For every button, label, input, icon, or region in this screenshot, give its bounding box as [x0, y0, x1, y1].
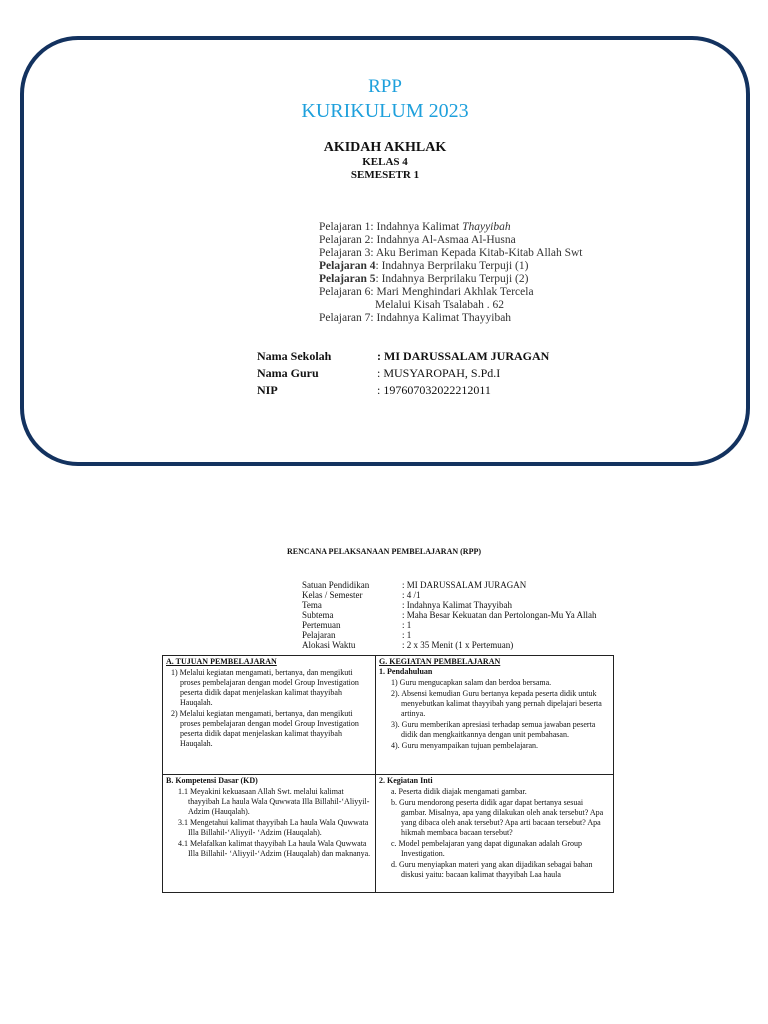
kd-cell	[163, 774, 375, 892]
lesson-item	[319, 221, 583, 234]
lesson-label: Pelajaran 1	[319, 221, 371, 233]
cover-title: RPP	[368, 76, 402, 97]
inti-heading: 2. Kegiatan Inti	[379, 776, 433, 785]
lesson-title: : Indahnya Berprilaku Terpuji (2)	[375, 273, 529, 285]
lesson-item	[319, 234, 583, 247]
kd-item: 3.1 Mengetahui kalimat thayyibah La haula Wala Quwwata Illa Billahil-‘Aliyyil- ‘Adzim (Hauqalah).	[178, 818, 369, 837]
identity-block	[257, 348, 549, 399]
teacher-row	[257, 365, 549, 382]
lesson-label: Pelajaran 5	[319, 273, 376, 285]
lesson-title: : Indahnya Al-Asmaa Al-Husna	[370, 234, 516, 246]
meta-value: : 4 /1	[402, 590, 421, 600]
meta-key: Pelajaran	[302, 630, 336, 640]
meta-row	[302, 600, 596, 610]
meta-value: : 1	[402, 630, 412, 640]
nip-label: NIP	[257, 383, 278, 397]
meta-key: Satuan Pendidikan	[302, 580, 370, 590]
cover-curriculum: KURIKULUM 2023	[301, 100, 469, 122]
meta-value: : Indahnya Kalimat Thayyibah	[402, 600, 513, 610]
cover-semester: SEMESETR 1	[350, 169, 420, 181]
pendahuluan-item: 1) Guru mengucapkan salam dan berdoa bersama.	[391, 678, 552, 687]
pendahuluan-item: 2). Absensi kemudian Guru bertanya kepada peserta didik untuk menyebutkan kalimat thayyibah yang pernah dipelajari beserta artinya.	[391, 689, 602, 718]
teacher-label: Nama Guru	[257, 366, 319, 380]
kegiatan-heading: G. KEGIATAN PEMBELAJARAN	[379, 657, 501, 666]
lesson-label: Pelajaran 7	[319, 312, 371, 324]
lesson-item	[319, 273, 583, 286]
meta-value: : 1	[402, 620, 412, 630]
lesson-title-italic: Thayyibah	[462, 221, 511, 233]
inti-item: c. Model pembelajaran yang dapat digunakan adalah Group Investigation.	[391, 839, 583, 858]
meta-row	[302, 590, 596, 600]
rpp-meta	[302, 580, 596, 650]
lesson-label: Pelajaran 3	[319, 247, 371, 259]
lesson-title: : Indahnya Berprilaku Terpuji (1)	[375, 260, 529, 272]
meta-row	[302, 610, 596, 620]
lesson-list	[319, 221, 583, 325]
nip-value: : 197607032022212011	[377, 383, 491, 397]
meta-row	[302, 580, 596, 590]
inti-item: a. Peserta didik diajak mengamati gambar.	[391, 787, 527, 796]
tujuan-heading: A. TUJUAN PEMBELAJARAN	[166, 657, 277, 666]
lesson-title: : Aku Beriman Kepada Kitab-Kitab Allah Swt	[370, 247, 583, 259]
meta-key: Tema	[302, 600, 322, 610]
meta-key: Alokasi Waktu	[302, 640, 356, 650]
tujuan-cell	[163, 656, 375, 774]
meta-value: : Maha Besar Kekuatan dan Pertolongan-Mu Ya Allah	[402, 610, 597, 620]
lesson-label: Pelajaran 2	[319, 234, 371, 246]
lesson-label: Pelajaran 4	[319, 260, 376, 272]
kd-heading: B. Kompetensi Dasar (KD)	[166, 776, 258, 785]
meta-row	[302, 640, 596, 650]
pendahuluan-item: 4). Guru menyampaikan tujuan pembelajaran.	[391, 741, 539, 750]
lesson-item	[319, 247, 583, 260]
nip-row	[257, 382, 549, 399]
meta-value: : 2 x 35 Menit (1 x Pertemuan)	[402, 640, 514, 650]
meta-key: Subtema	[302, 610, 334, 620]
school-row	[257, 348, 549, 365]
lesson-label: Pelajaran 6	[319, 286, 371, 298]
meta-row	[302, 620, 596, 630]
cover-grade: KELAS 4	[362, 156, 408, 168]
lesson-continuation: Melalui Kisah Tsalabah . 62	[375, 299, 504, 311]
meta-key: Pertemuan	[302, 620, 341, 630]
rpp-table	[162, 655, 614, 893]
teacher-value: : MUSYAROPAH, S.Pd.I	[377, 366, 501, 380]
meta-value: : MI DARUSSALAM JURAGAN	[402, 580, 527, 590]
kd-item: 4.1 Melafalkan kalimat thayyibah La haula Wala Quwwata Illa Billahil- ‘Aliyyil-‘Adzim (Hauqalah) dan maknanya.	[178, 839, 371, 858]
lesson-item	[319, 260, 583, 273]
rpp-heading: RENCANA PELAKSANAAN PEMBELAJARAN (RPP)	[287, 547, 481, 556]
lesson-title: : Indahnya Kalimat Thayyibah	[370, 312, 512, 324]
cover-frame	[20, 36, 750, 466]
lesson-item	[319, 312, 583, 325]
cover-subject: AKIDAH AKHLAK	[323, 140, 447, 155]
lesson-item	[319, 286, 583, 299]
tujuan-item: 2) Melalui kegiatan mengamati, bertanya, dan mengikuti proses pembelajaran dengan model Group Investigation peserta didik dapat menjelaskan kalimat thayyibah Hauqalah.	[171, 709, 359, 748]
school-label: Nama Sekolah	[257, 349, 332, 363]
lesson-title: : Indahnya Kalimat	[370, 221, 463, 233]
pendahuluan-item: 3). Guru memberikan apresiasi terhadap semua jawaban peserta didik dan mengkaitkannya dengan unit pembahasan.	[391, 720, 596, 739]
inti-item: d. Guru menyiapkan materi yang akan dijadikan sebagai bahan diskusi yaitu: bacaan kalimat thayyibah Laa haula	[391, 860, 593, 879]
lesson-title: : Mari Menghindari Akhlak Tercela	[370, 286, 534, 298]
kegiatan-cell	[375, 656, 613, 774]
meta-row	[302, 630, 596, 640]
kd-item: 1.1 Meyakini kekuasaan Allah Swt. melalui kalimat thayyibah La haula Wala Quwwata Illa Billahil-‘Aliyyil-Adzim (Hauqalah).	[178, 787, 370, 816]
inti-cell	[375, 774, 613, 892]
pendahuluan-heading: 1. Pendahuluan	[379, 667, 433, 676]
school-value: : MI DARUSSALAM JURAGAN	[377, 349, 550, 363]
inti-item: b. Guru mendorong peserta didik agar dapat bertanya sesuai gambar. Misalnya, apa yang dilakukan oleh anak tersebut? Apa yang dibaca oleh anak tersebut? Apa arti bacaan tersebut? Apa hikmah membaca bacaan tersebut?	[391, 798, 604, 837]
tujuan-item: 1) Melalui kegiatan mengamati, bertanya, dan mengikuti proses pembelajaran dengan model Group Investigation peserta didik dapat menjelaskan kalimat thayyibah Hauqalah.	[171, 668, 359, 707]
meta-key: Kelas / Semester	[302, 590, 363, 600]
